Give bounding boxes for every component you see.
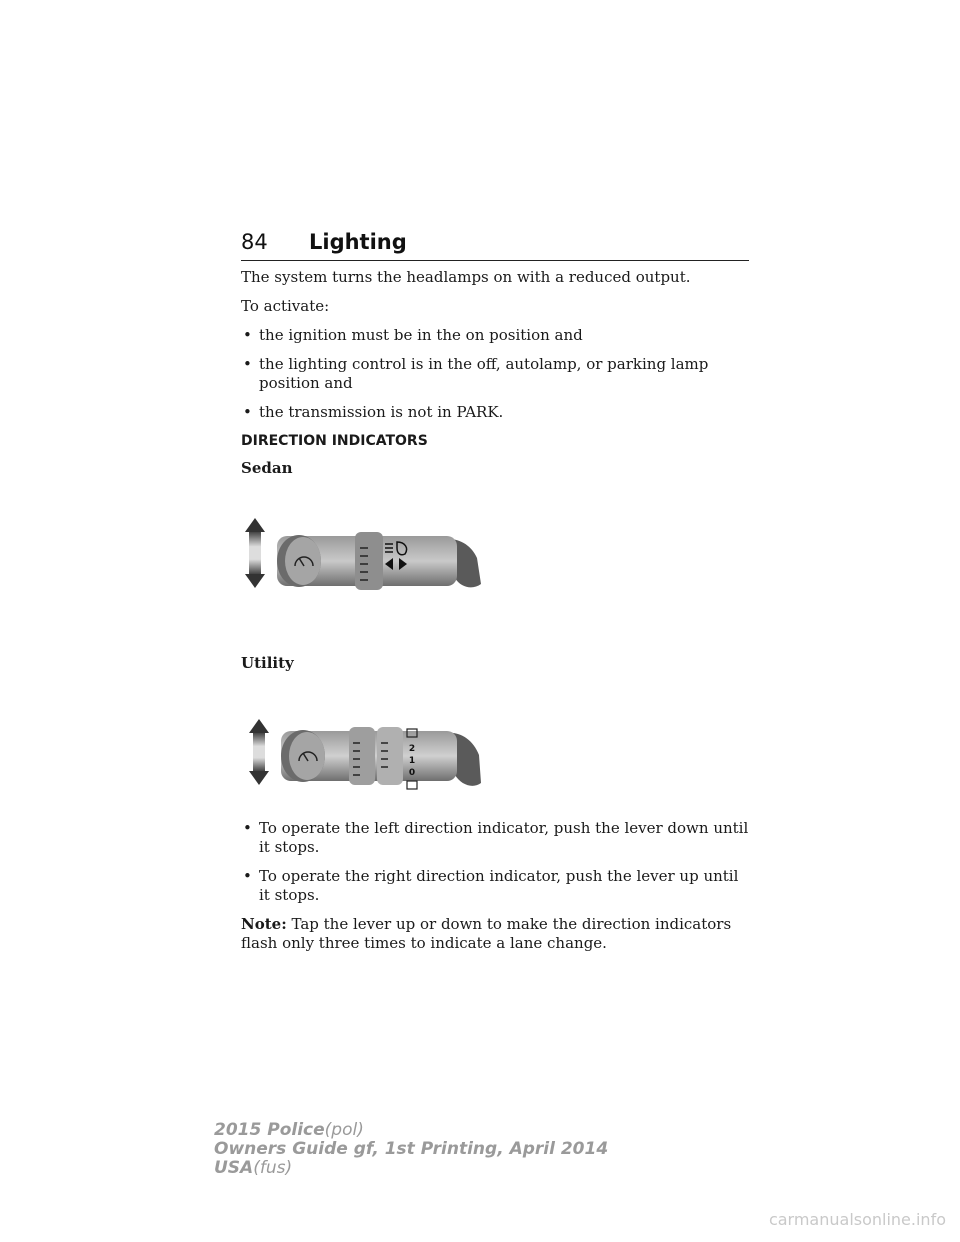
utility-lever-illustration [241,719,486,799]
page-content [241,268,749,953]
intro-paragraph: The system turns the headlamps on with a reduced output. [241,268,691,286]
page-header [241,230,749,261]
watermark: carmanualsonline.info [768,1210,946,1229]
dial-number-0: 0 [408,768,416,778]
sedan-lever-illustration [241,518,486,608]
section-title: Lighting [309,230,407,254]
up-down-arrow-icon [249,719,269,785]
note-paragraph [241,915,749,953]
operate-bullet-left: • To operate the left direction indicator, push the lever down until it stops. [241,819,749,857]
footer-model-code: (pol) [324,1120,364,1140]
footer-line-3 [214,1159,608,1178]
sedan-label: Sedan [241,459,293,477]
footer-line-1 [214,1121,608,1140]
footer-region-code: (fus) [253,1158,293,1178]
footer-region: USA [214,1158,254,1178]
document-footer [214,1121,608,1178]
footer-model: 2015 Police [214,1120,325,1140]
dial-number-2: 2 [408,744,416,754]
direction-indicators-heading: DIRECTION INDICATORS [241,433,428,449]
activate-label: To activate: [241,297,330,315]
page-number: 84 [241,230,268,254]
dial-number-1: 1 [408,756,416,766]
utility-label: Utility [241,654,294,672]
footer-line-2: Owners Guide gf, 1st Printing, April 2014 [214,1139,609,1159]
activate-bullet-3: • the transmission is not in PARK. [241,403,749,422]
up-down-arrow-icon [245,518,265,588]
note-text: Tap the lever up or down to make the direction indicators flash only three times to indicate a lane change. [241,915,732,952]
operate-bullet-right: • To operate the right direction indicator, push the lever up until it stops. [241,867,749,905]
note-label: Note: [241,915,287,933]
activate-bullet-2: • the lighting control is in the off, autolamp, or parking lamp position and [241,355,749,393]
activate-bullet-1: • the ignition must be in the on position and [241,326,749,345]
